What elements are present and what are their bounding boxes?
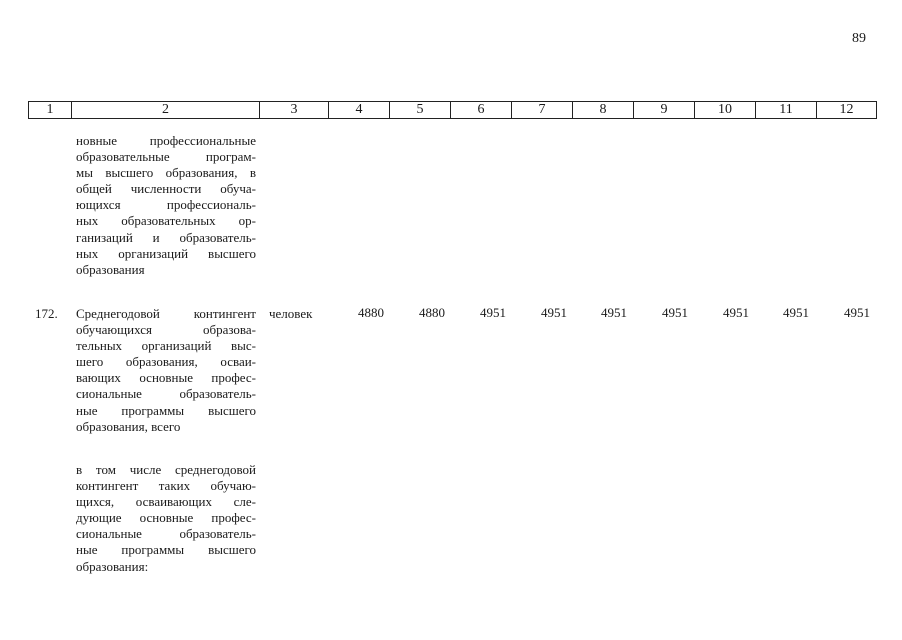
text-line: щихся, осваивающих сле- [76,494,256,510]
column-number: 5 [390,102,451,119]
value-cell: 4880 [419,305,445,320]
column-number: 10 [695,102,756,119]
text-line: общей численности обуча- [76,181,256,197]
column-number-header [28,101,877,119]
text-line: ные программы высшего [76,542,256,558]
text-line: в том числе среднегодовой [76,462,256,477]
text-line: тельных организаций выс- [76,338,256,354]
text-line: ганизаций и образователь- [76,229,256,245]
value-cell: 4951 [723,305,749,320]
text-line: образовательные програм- [76,149,256,165]
unit-of-measure: человек [269,306,313,321]
text-line: новные профессиональные [76,133,256,148]
value-cell: 4951 [662,305,688,320]
column-number: 4 [329,102,390,119]
text-line: сиональные образователь- [76,526,256,542]
text-line: ных образовательных ор- [76,213,256,229]
column-number: 12 [817,102,877,119]
column-number: 1 [29,102,72,119]
value-cell: 4880 [358,305,384,320]
text-line: ные программы высшего [76,402,256,418]
indicator-name [76,306,256,435]
page-number: 89 [852,31,866,46]
value-cell: 4951 [541,305,567,320]
value-cell: 4951 [480,305,506,320]
value-cell: 4951 [844,305,870,320]
text-line: сиональные образователь- [76,386,256,402]
column-number: 3 [260,102,329,119]
subcategory-intro-text [76,462,256,575]
text-line: образования [76,261,145,277]
column-number: 8 [573,102,634,119]
value-cell: 4951 [783,305,809,320]
continued-indicator-text [76,133,256,278]
column-number: 11 [756,102,817,119]
column-number: 7 [512,102,573,119]
text-line: вающих основные профес- [76,370,256,386]
text-line: образования, всего [76,418,181,434]
row-number: 172. [35,306,58,321]
text-line: Среднегодовой контингент [76,306,256,321]
text-line: мы высшего образования, в [76,165,256,181]
text-line: образования: [76,558,149,574]
text-line: обучающихся образова- [76,322,256,338]
column-number: 6 [451,102,512,119]
text-line: ных организаций высшего [76,245,256,261]
text-line: ющихся профессиональ- [76,197,256,213]
text-line: контингент таких обучаю- [76,478,256,494]
value-cell: 4951 [601,305,627,320]
text-line: дующие основные профес- [76,510,256,526]
column-number: 9 [634,102,695,119]
text-line: шего образования, осваи- [76,354,256,370]
column-number: 2 [72,102,260,119]
